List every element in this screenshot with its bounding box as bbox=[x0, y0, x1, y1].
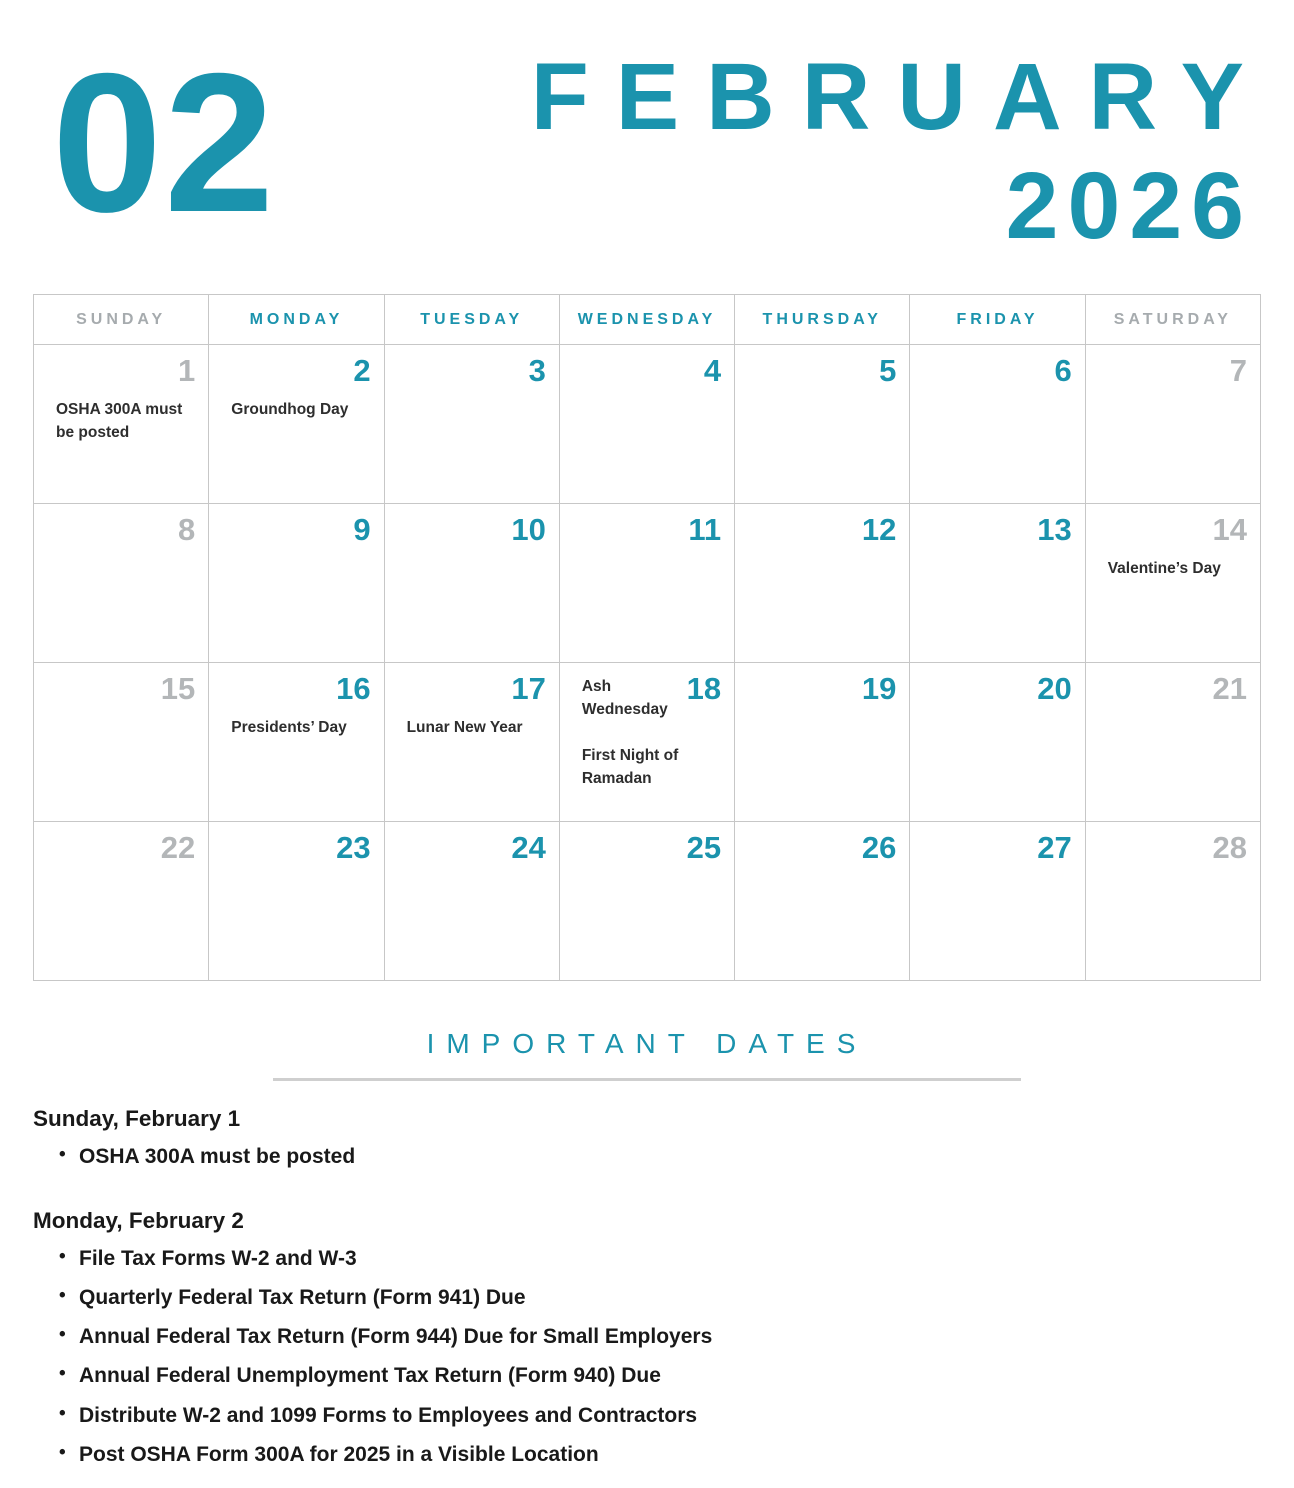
day-cell-6 bbox=[910, 345, 1085, 504]
day-cell-head bbox=[560, 504, 734, 545]
day-cell-28 bbox=[1085, 822, 1260, 981]
day-number: 25 bbox=[686, 830, 722, 865]
day-cell-9 bbox=[209, 504, 384, 663]
day-cell-4 bbox=[559, 345, 734, 504]
day-cell-head bbox=[385, 663, 559, 704]
day-cell-head bbox=[560, 822, 734, 863]
calendar-grid-head bbox=[34, 295, 1261, 345]
day-header-saturday: SATURDAY bbox=[1085, 295, 1260, 345]
important-dates-list bbox=[33, 1105, 1261, 1467]
month-name: FEBRUARY bbox=[530, 44, 1271, 150]
day-cell-25 bbox=[559, 822, 734, 981]
day-cell-16 bbox=[209, 663, 384, 822]
event-label: OSHA 300A must be posted bbox=[56, 401, 183, 442]
day-number: 26 bbox=[861, 830, 897, 865]
calendar-grid-body bbox=[34, 345, 1261, 981]
day-number: 23 bbox=[336, 830, 371, 865]
week-row-1 bbox=[34, 345, 1261, 504]
day-cell-head bbox=[735, 663, 909, 704]
event-label: Presidents’ Day bbox=[231, 719, 347, 736]
day-number: 10 bbox=[511, 512, 546, 547]
day-header-friday: FRIDAY bbox=[910, 295, 1085, 345]
day-cell-13 bbox=[910, 504, 1085, 663]
day-cell-14 bbox=[1085, 504, 1260, 663]
day-number: 8 bbox=[178, 512, 196, 547]
day-number: 7 bbox=[1229, 353, 1247, 388]
day-cell-head bbox=[385, 822, 559, 863]
date-group-items bbox=[33, 1246, 1261, 1467]
day-number: 9 bbox=[353, 512, 371, 547]
day-cell-11 bbox=[559, 504, 734, 663]
day-cell-22 bbox=[34, 822, 209, 981]
date-item: • Annual Federal Tax Return (Form 944) Due for Small Employers bbox=[33, 1324, 1261, 1349]
day-cell-head bbox=[34, 504, 208, 545]
day-cell-head bbox=[34, 822, 208, 863]
day-number: 21 bbox=[1212, 671, 1247, 706]
day-cell-24 bbox=[384, 822, 559, 981]
day-cell-7 bbox=[1085, 345, 1260, 504]
day-cell-19 bbox=[735, 663, 910, 822]
day-header-sunday: SUNDAY bbox=[34, 295, 209, 345]
date-item: • Post OSHA Form 300A for 2025 in a Visible Location bbox=[33, 1442, 1261, 1467]
date-item: • Annual Federal Unemployment Tax Return (Form 940) Due bbox=[33, 1363, 1261, 1388]
day-cell-head bbox=[560, 663, 734, 722]
day-cell-head bbox=[910, 663, 1084, 704]
day-number: 24 bbox=[511, 830, 546, 865]
divider-line bbox=[273, 1078, 1021, 1081]
day-cell-head bbox=[1086, 504, 1260, 545]
year: 2026 bbox=[1005, 153, 1253, 259]
day-number: 22 bbox=[160, 830, 196, 865]
month-number: 02 bbox=[52, 32, 277, 253]
day-cell-head bbox=[34, 663, 208, 704]
day-cell-head bbox=[1086, 663, 1260, 704]
day-number: 2 bbox=[353, 353, 371, 388]
day-cell-10 bbox=[384, 504, 559, 663]
day-number: 18 bbox=[686, 671, 722, 706]
day-cell-head bbox=[209, 504, 383, 545]
day-number: 27 bbox=[1037, 830, 1072, 865]
day-cell-17 bbox=[384, 663, 559, 822]
month-title-block bbox=[530, 44, 1271, 259]
date-item: • OSHA 300A must be posted bbox=[33, 1144, 1261, 1169]
event-label: Lunar New Year bbox=[406, 719, 523, 736]
day-number: 20 bbox=[1037, 671, 1072, 706]
event-label: Groundhog Day bbox=[231, 401, 349, 418]
event-label: Valentine’s Day bbox=[1107, 560, 1221, 577]
day-cell-head bbox=[209, 822, 383, 863]
day-cell-head bbox=[910, 504, 1084, 545]
day-number: 1 bbox=[178, 353, 196, 388]
day-cell-head bbox=[209, 345, 383, 386]
day-number: 5 bbox=[879, 353, 897, 388]
date-group-heading: Sunday, February 1 bbox=[33, 1105, 241, 1131]
event-label: Ash Wednesday bbox=[581, 678, 668, 719]
day-cell-head bbox=[910, 822, 1084, 863]
day-header-wednesday: WEDNESDAY bbox=[559, 295, 734, 345]
day-cell-head bbox=[34, 345, 208, 386]
day-header-monday: MONDAY bbox=[209, 295, 384, 345]
calendar-grid bbox=[33, 294, 1261, 981]
day-cell-head bbox=[735, 504, 909, 545]
day-cell-head bbox=[385, 345, 559, 386]
day-headers-row bbox=[34, 295, 1261, 345]
week-row-3 bbox=[34, 663, 1261, 822]
day-number: 13 bbox=[1037, 512, 1072, 547]
date-group-heading: Monday, February 2 bbox=[33, 1207, 244, 1233]
day-cell-12 bbox=[735, 504, 910, 663]
day-cell-1 bbox=[34, 345, 209, 504]
important-dates-title: IMPORTANT DATES bbox=[426, 1028, 868, 1059]
day-cell-5 bbox=[735, 345, 910, 504]
day-header-thursday: THURSDAY bbox=[735, 295, 910, 345]
date-item: • File Tax Forms W-2 and W-3 bbox=[33, 1246, 1261, 1271]
date-group bbox=[33, 1105, 1261, 1169]
day-cell-head bbox=[1086, 345, 1260, 386]
day-number: 6 bbox=[1054, 353, 1072, 388]
important-dates-section bbox=[0, 1027, 1294, 1467]
day-number: 15 bbox=[160, 671, 196, 706]
day-cell-head bbox=[385, 504, 559, 545]
day-cell-23 bbox=[209, 822, 384, 981]
day-cell-head bbox=[910, 345, 1084, 386]
day-cell-head bbox=[735, 822, 909, 863]
day-cell-2 bbox=[209, 345, 384, 504]
date-group-items bbox=[33, 1144, 1261, 1169]
day-number: 14 bbox=[1212, 512, 1247, 547]
day-number: 12 bbox=[861, 512, 897, 547]
day-number: 3 bbox=[528, 353, 546, 388]
day-number: 4 bbox=[703, 353, 722, 388]
week-row-2 bbox=[34, 504, 1261, 663]
page-header bbox=[0, 0, 1294, 259]
day-cell-18 bbox=[559, 663, 734, 822]
day-cell-head bbox=[735, 345, 909, 386]
event-label: First Night of Ramadan bbox=[581, 746, 679, 787]
day-number: 16 bbox=[336, 671, 371, 706]
day-cell-21 bbox=[1085, 663, 1260, 822]
day-cell-8 bbox=[34, 504, 209, 663]
date-item: • Distribute W-2 and 1099 Forms to Employees and Contractors bbox=[33, 1403, 1261, 1428]
week-row-4 bbox=[34, 822, 1261, 981]
day-cell-26 bbox=[735, 822, 910, 981]
day-number: 17 bbox=[511, 671, 546, 706]
day-number: 28 bbox=[1212, 830, 1247, 865]
date-group bbox=[33, 1207, 1261, 1467]
day-cell-3 bbox=[384, 345, 559, 504]
day-cell-head bbox=[1086, 822, 1260, 863]
day-cell-head bbox=[560, 345, 734, 386]
day-header-tuesday: TUESDAY bbox=[384, 295, 559, 345]
day-number: 19 bbox=[861, 671, 897, 706]
date-item: • Quarterly Federal Tax Return (Form 941) Due bbox=[33, 1285, 1261, 1310]
day-cell-20 bbox=[910, 663, 1085, 822]
day-cell-27 bbox=[910, 822, 1085, 981]
day-cell-head bbox=[209, 663, 383, 704]
day-number: 11 bbox=[688, 512, 722, 547]
day-cell-15 bbox=[34, 663, 209, 822]
